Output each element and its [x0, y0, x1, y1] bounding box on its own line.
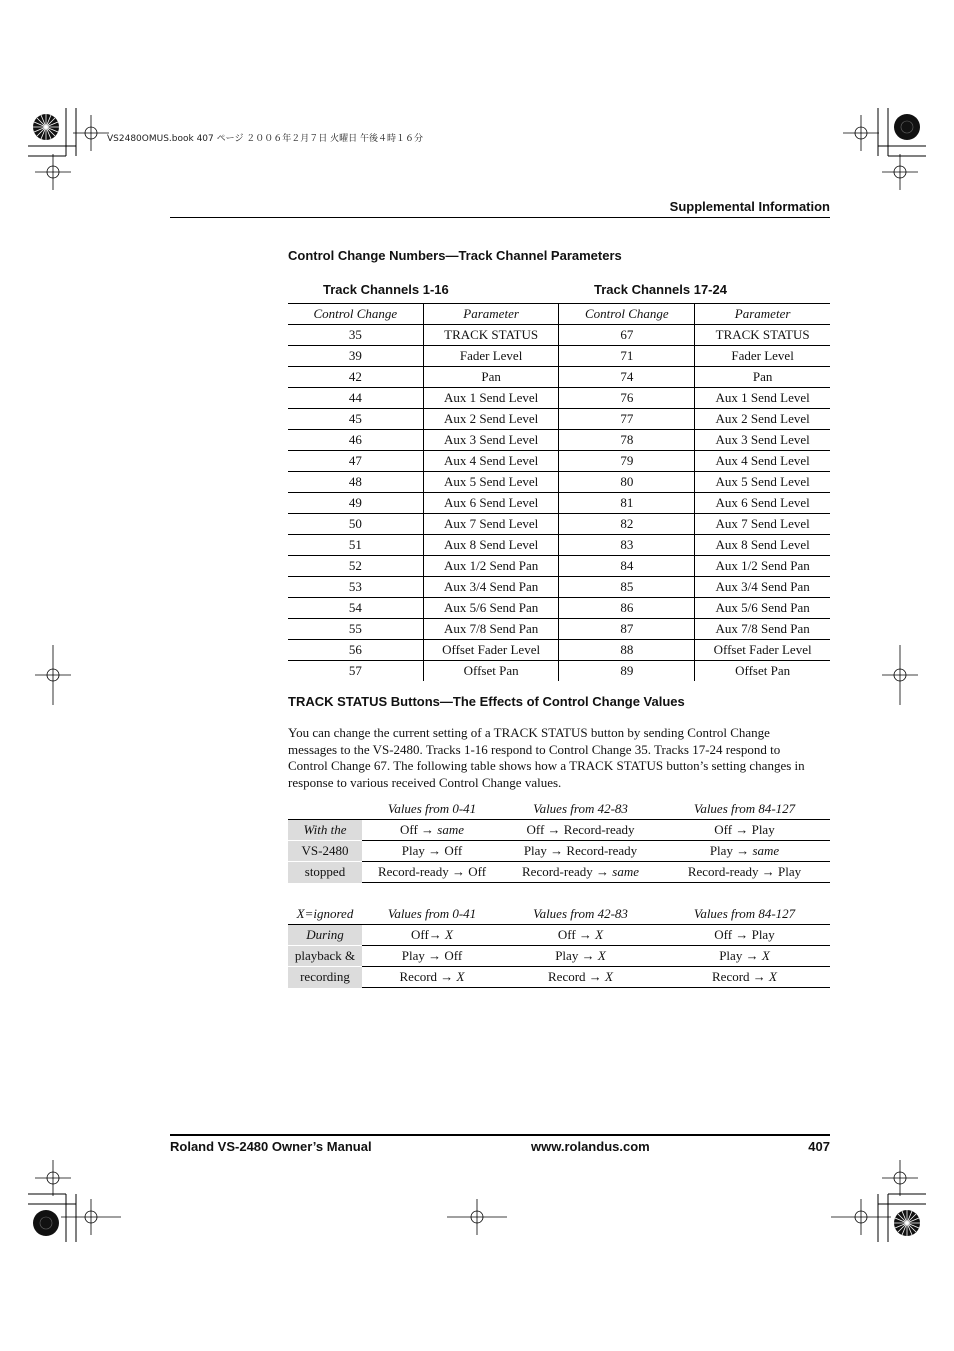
transition-text: Off → Play — [714, 822, 775, 837]
table-row — [288, 577, 830, 598]
transition-text: Off → — [399, 822, 438, 837]
control-change-number: 47 — [288, 451, 423, 472]
status-table-playback — [288, 904, 830, 988]
transition-cell — [659, 925, 830, 946]
transition-text: Record → — [399, 969, 457, 984]
transition-result: same — [752, 843, 780, 858]
corner-note: X=ignored — [288, 904, 362, 925]
table-row — [288, 409, 830, 430]
parameter-name: Aux 8 Send Level — [423, 535, 559, 556]
control-change-number: 55 — [288, 619, 423, 640]
transition-text: Play → — [555, 948, 598, 963]
table-header-row — [288, 799, 830, 820]
transition-cell — [502, 946, 659, 967]
control-change-number: 87 — [559, 619, 695, 640]
transition-text: Play → — [709, 843, 753, 858]
control-change-number: 77 — [559, 409, 695, 430]
parameter-name: Fader Level — [423, 346, 559, 367]
transition-result: same — [437, 822, 465, 837]
table-row — [288, 325, 830, 346]
control-change-number: 71 — [559, 346, 695, 367]
transition-text: Record-ready → — [522, 864, 613, 879]
parameter-name: Aux 5 Send Level — [695, 472, 830, 493]
control-change-number: 89 — [559, 661, 695, 682]
table-row — [288, 346, 830, 367]
transition-text: Record → — [548, 969, 606, 984]
parameter-name: Aux 6 Send Level — [695, 493, 830, 514]
table-row — [288, 430, 830, 451]
control-change-number: 39 — [288, 346, 423, 367]
parameter-name: Aux 1 Send Level — [423, 388, 559, 409]
parameter-name: Aux 4 Send Level — [695, 451, 830, 472]
transition-result: X — [605, 969, 613, 984]
row-label: stopped — [288, 862, 362, 883]
control-change-number: 86 — [559, 598, 695, 619]
control-change-number: 79 — [559, 451, 695, 472]
control-change-number: 67 — [559, 325, 695, 346]
section-header: Supplemental Information — [669, 199, 830, 214]
parameter-name: Pan — [695, 367, 830, 388]
transition-result: X — [597, 948, 606, 963]
table-row — [288, 619, 830, 640]
transition-cell — [362, 967, 502, 988]
control-change-number: 48 — [288, 472, 423, 493]
transition-text: Play → — [719, 948, 762, 963]
parameter-name: Aux 7 Send Level — [695, 514, 830, 535]
control-change-number: 78 — [559, 430, 695, 451]
parameter-name: Aux 7/8 Send Pan — [695, 619, 830, 640]
table-header-row — [288, 304, 830, 325]
parameter-name: Aux 6 Send Level — [423, 493, 559, 514]
parameter-name: Offset Pan — [695, 661, 830, 682]
control-change-number: 45 — [288, 409, 423, 430]
control-change-number: 83 — [559, 535, 695, 556]
control-change-number: 49 — [288, 493, 423, 514]
transition-text: Off→ — [410, 927, 446, 942]
parameter-name: Aux 1/2 Send Pan — [423, 556, 559, 577]
table-row — [288, 862, 830, 883]
corner-note — [288, 799, 362, 820]
transition-cell — [502, 967, 659, 988]
status-section-heading: TRACK STATUS Buttons—The Effects of Control Change Values — [288, 694, 685, 709]
control-change-number: 50 — [288, 514, 423, 535]
control-change-table — [288, 303, 830, 681]
control-change-number: 85 — [559, 577, 695, 598]
value-range-header: Values from 0-41 — [362, 904, 502, 925]
transition-cell — [502, 820, 659, 841]
status-table-stopped — [288, 799, 830, 883]
column-header: Control Change — [559, 304, 695, 325]
value-range-header: Values from 42-83 — [502, 799, 659, 820]
control-change-number: 46 — [288, 430, 423, 451]
control-change-number: 84 — [559, 556, 695, 577]
row-label: With the — [288, 820, 362, 841]
parameter-name: Offset Pan — [423, 661, 559, 682]
transition-cell — [362, 820, 502, 841]
table-row — [288, 388, 830, 409]
parameter-name: Aux 8 Send Level — [695, 535, 830, 556]
control-change-number: 82 — [559, 514, 695, 535]
transition-text: Record → — [712, 969, 770, 984]
footer-url: www.rolandus.com — [531, 1139, 650, 1154]
transition-cell — [362, 925, 502, 946]
transition-result: X — [456, 969, 465, 984]
row-label: recording — [288, 967, 362, 988]
parameter-name: Offset Fader Level — [695, 640, 830, 661]
group-left-heading: Track Channels 1-16 — [323, 282, 449, 297]
table-header-row — [288, 904, 830, 925]
transition-cell — [362, 841, 502, 862]
table-row — [288, 661, 830, 682]
transition-text: Play → Off — [401, 843, 463, 858]
row-label: During — [288, 925, 362, 946]
parameter-name: Aux 1 Send Level — [695, 388, 830, 409]
transition-text: Record-ready → Play — [687, 864, 802, 879]
parameter-name: Aux 5 Send Level — [423, 472, 559, 493]
parameter-name: Aux 5/6 Send Pan — [423, 598, 559, 619]
table-row — [288, 514, 830, 535]
row-label: playback & — [288, 946, 362, 967]
print-slug: VS2480OMUS.book 407 ページ ２００６年２月７日 火曜日 午後４時１６分 — [107, 134, 424, 144]
control-change-number: 51 — [288, 535, 423, 556]
transition-text: Off → — [557, 927, 596, 942]
table-row — [288, 640, 830, 661]
transition-cell — [659, 820, 830, 841]
transition-text: Play → Off — [401, 948, 463, 963]
control-change-number: 80 — [559, 472, 695, 493]
value-range-header: Values from 0-41 — [362, 799, 502, 820]
control-change-number: 76 — [559, 388, 695, 409]
header-rule — [170, 217, 830, 218]
table-row — [288, 598, 830, 619]
page-number: 407 — [808, 1139, 830, 1154]
transition-cell — [659, 862, 830, 883]
parameter-name: Aux 1/2 Send Pan — [695, 556, 830, 577]
group-right-heading: Track Channels 17-24 — [594, 282, 727, 297]
table-row — [288, 820, 830, 841]
transition-cell — [659, 946, 830, 967]
footer-rule — [170, 1134, 830, 1136]
value-range-header: Values from 84-127 — [659, 799, 830, 820]
transition-cell — [502, 862, 659, 883]
table-row — [288, 367, 830, 388]
parameter-name: Aux 3/4 Send Pan — [695, 577, 830, 598]
transition-cell — [502, 841, 659, 862]
parameter-name: Aux 2 Send Level — [695, 409, 830, 430]
parameter-name: Aux 7 Send Level — [423, 514, 559, 535]
column-header: Parameter — [423, 304, 559, 325]
parameter-name: Aux 2 Send Level — [423, 409, 559, 430]
transition-cell — [659, 841, 830, 862]
parameter-name: Fader Level — [695, 346, 830, 367]
parameter-name: Aux 3 Send Level — [423, 430, 559, 451]
table-row — [288, 472, 830, 493]
table-row — [288, 925, 830, 946]
parameter-name: Aux 3 Send Level — [695, 430, 830, 451]
status-paragraph: You can change the current setting of a TRACK STATUS button by sending Control Change messages to the VS-2480. Tracks 1-16 respond to Control Change 35. Tracks 17-24 respond to Control Change 67. The following table shows how a TRACK STATUS button’s setting changes in response to various received Control Change values. — [288, 725, 805, 790]
parameter-name: Aux 4 Send Level — [423, 451, 559, 472]
transition-cell — [659, 967, 830, 988]
control-change-number: 52 — [288, 556, 423, 577]
parameter-name: Pan — [423, 367, 559, 388]
parameter-name: TRACK STATUS — [423, 325, 559, 346]
row-label: VS-2480 — [288, 841, 362, 862]
parameter-name: Aux 7/8 Send Pan — [423, 619, 559, 640]
table-row — [288, 967, 830, 988]
transition-result: X — [761, 948, 770, 963]
transition-text: Off → Record-ready — [526, 822, 635, 837]
transition-cell — [362, 862, 502, 883]
footer-manual-title: Roland VS-2480 Owner’s Manual — [170, 1139, 372, 1154]
control-change-number: 57 — [348, 663, 362, 678]
control-change-number: 44 — [288, 388, 423, 409]
table-row — [288, 841, 830, 862]
column-header: Parameter — [695, 304, 830, 325]
transition-result: X — [595, 927, 604, 942]
transition-cell — [362, 946, 502, 967]
transition-result: X — [445, 927, 453, 942]
control-change-number: 56 — [288, 640, 423, 661]
control-change-number: 35 — [288, 325, 423, 346]
value-range-header: Values from 42-83 — [502, 904, 659, 925]
transition-text: Play → Record-ready — [523, 843, 638, 858]
value-range-header: Values from 84-127 — [659, 904, 830, 925]
transition-result: X — [769, 969, 777, 984]
control-change-number: 88 — [559, 640, 695, 661]
control-change-number: 74 — [559, 367, 695, 388]
control-change-number: 54 — [288, 598, 423, 619]
table-row — [288, 556, 830, 577]
column-header: Control Change — [288, 304, 423, 325]
control-change-number: 53 — [288, 577, 423, 598]
parameter-name: TRACK STATUS — [695, 325, 830, 346]
cc-section-heading: Control Change Numbers—Track Channel Parameters — [288, 248, 622, 263]
parameter-name: Aux 3/4 Send Pan — [423, 577, 559, 598]
transition-text: Record-ready → Off — [377, 864, 487, 879]
transition-cell — [502, 925, 659, 946]
table-row — [288, 493, 830, 514]
parameter-name: Aux 5/6 Send Pan — [695, 598, 830, 619]
parameter-name: Offset Fader Level — [423, 640, 559, 661]
table-row — [288, 451, 830, 472]
table-row — [288, 946, 830, 967]
transition-text: Off → Play — [714, 927, 775, 942]
table-row — [288, 535, 830, 556]
transition-result: same — [612, 864, 639, 879]
control-change-number: 42 — [288, 367, 423, 388]
control-change-number: 81 — [559, 493, 695, 514]
